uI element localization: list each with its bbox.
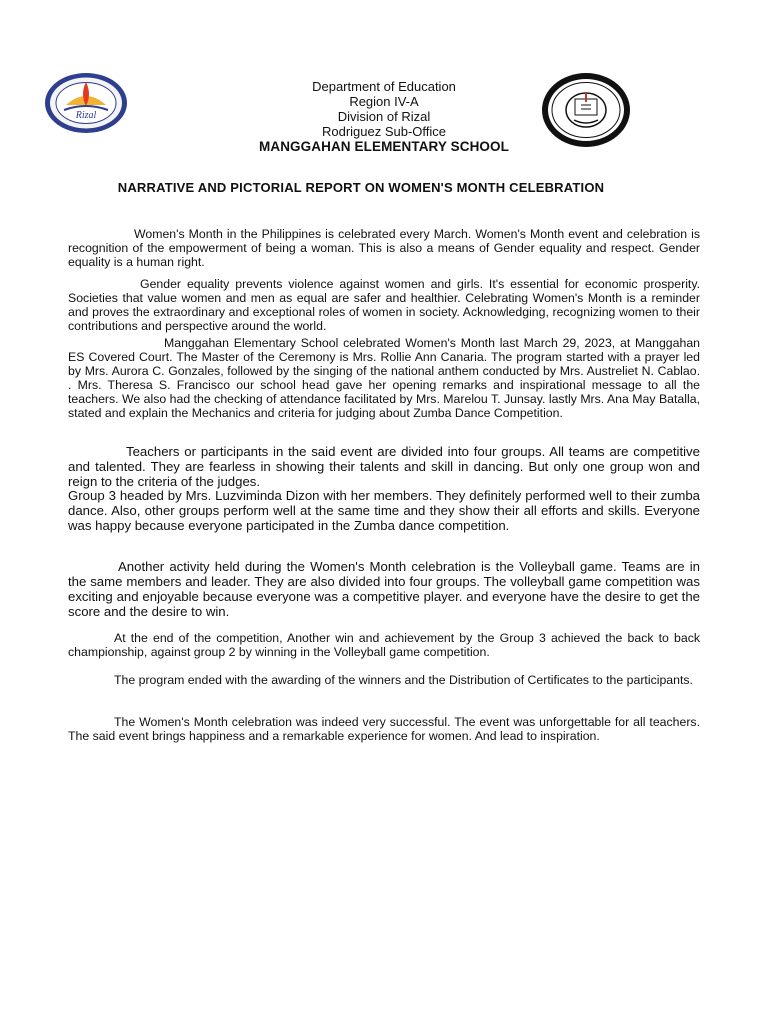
paragraph-gender-equality: Gender equality prevents violence against women and girls. It's essential for economic prosperity. Societies that value women and men as equal are safer and healthier. Celebrating Women's Month is a reminder and proves the extraordinary and exceptional roles of women in society. Acknowledging, recognizing women to their contributions and perspective around the world. xyxy=(68,277,700,333)
paragraph-championship: At the end of the competition, Another win and achievement by the Group 3 achieved the back to back championship, against group 2 by winning in the Volleyball game competition. xyxy=(68,631,700,659)
deped-rizal-seal-logo xyxy=(44,72,128,134)
paragraph-intro: Women's Month in the Philippines is celebrated every March. Women's Month event and celebration is recognition of the empowerment of being a woman. This is also a means of Gender equality and respect. Gender equality is a human right. xyxy=(68,227,700,269)
manggahan-school-seal-logo xyxy=(541,72,631,148)
paragraph-conclusion: The Women's Month celebration was indeed very successful. The event was unforgettable for all teachers. The said event brings happiness and a remarkable experience for women. And lead to inspiration. xyxy=(68,715,700,743)
sub-office-name: Rodriguez Sub-Office xyxy=(321,124,447,139)
letterhead-header xyxy=(200,79,568,154)
paragraph-volleyball: Another activity held during the Women's Month celebration is the Volleyball game. Teams are in the same members and leader. They are also divided into four groups. The volleyball game competition was exciting and enjoyable because everyone was a competitive player. and everyone have the desire to get the score and the desire to win. xyxy=(68,559,700,619)
seal-rizal-text: Rizal xyxy=(75,110,97,121)
paragraph-awarding: The program ended with the awarding of the winners and the Distribution of Certificates to the participants. xyxy=(114,673,693,687)
division-name: Division of Rizal xyxy=(337,109,431,124)
department-name: Department of Education xyxy=(312,79,456,94)
paragraph-groups: Teachers or participants in the said event are divided into four groups. All teams are competitive and talented. They are fearless in showing their talents and skill in dancing. But only one group won and reign to the criteria of the judges. xyxy=(68,444,700,489)
paragraph-program: Manggahan Elementary School celebrated Women's Month last March 29, 2023, at Manggahan ES Covered Court. The Master of the Ceremony is Mrs. Rollie Ann Canaria. The program started with a prayer led by Mrs. Aurora C. Gonzales, followed by the singing of the national anthem conducted by Mrs. Austreliet N. Cablao. . Mrs. Theresa S. Francisco our school head gave her opening remarks and inspirational message to all the teachers. We also had the checking of attendance facilitated by Mrs. Marelou T. Junsay. lastly Mrs. Ana May Batalla, stated and explain the Mechanics and criteria for judging about Zumba Dance Competition. xyxy=(68,336,700,420)
region-name: Region IV-A xyxy=(349,94,419,109)
paragraph-group-3: Group 3 headed by Mrs. Luzviminda Dizon with her members. They definitely performed well to their zumba dance. Also, other groups perform well at the same time and they show their all efforts and skills. Everyone was happy because everyone participated in the Zumba dance competition. xyxy=(68,488,700,533)
school-name: MANGGAHAN ELEMENTARY SCHOOL xyxy=(259,139,509,154)
report-title: NARRATIVE AND PICTORIAL REPORT ON WOMEN'S MONTH CELEBRATION xyxy=(117,180,605,195)
